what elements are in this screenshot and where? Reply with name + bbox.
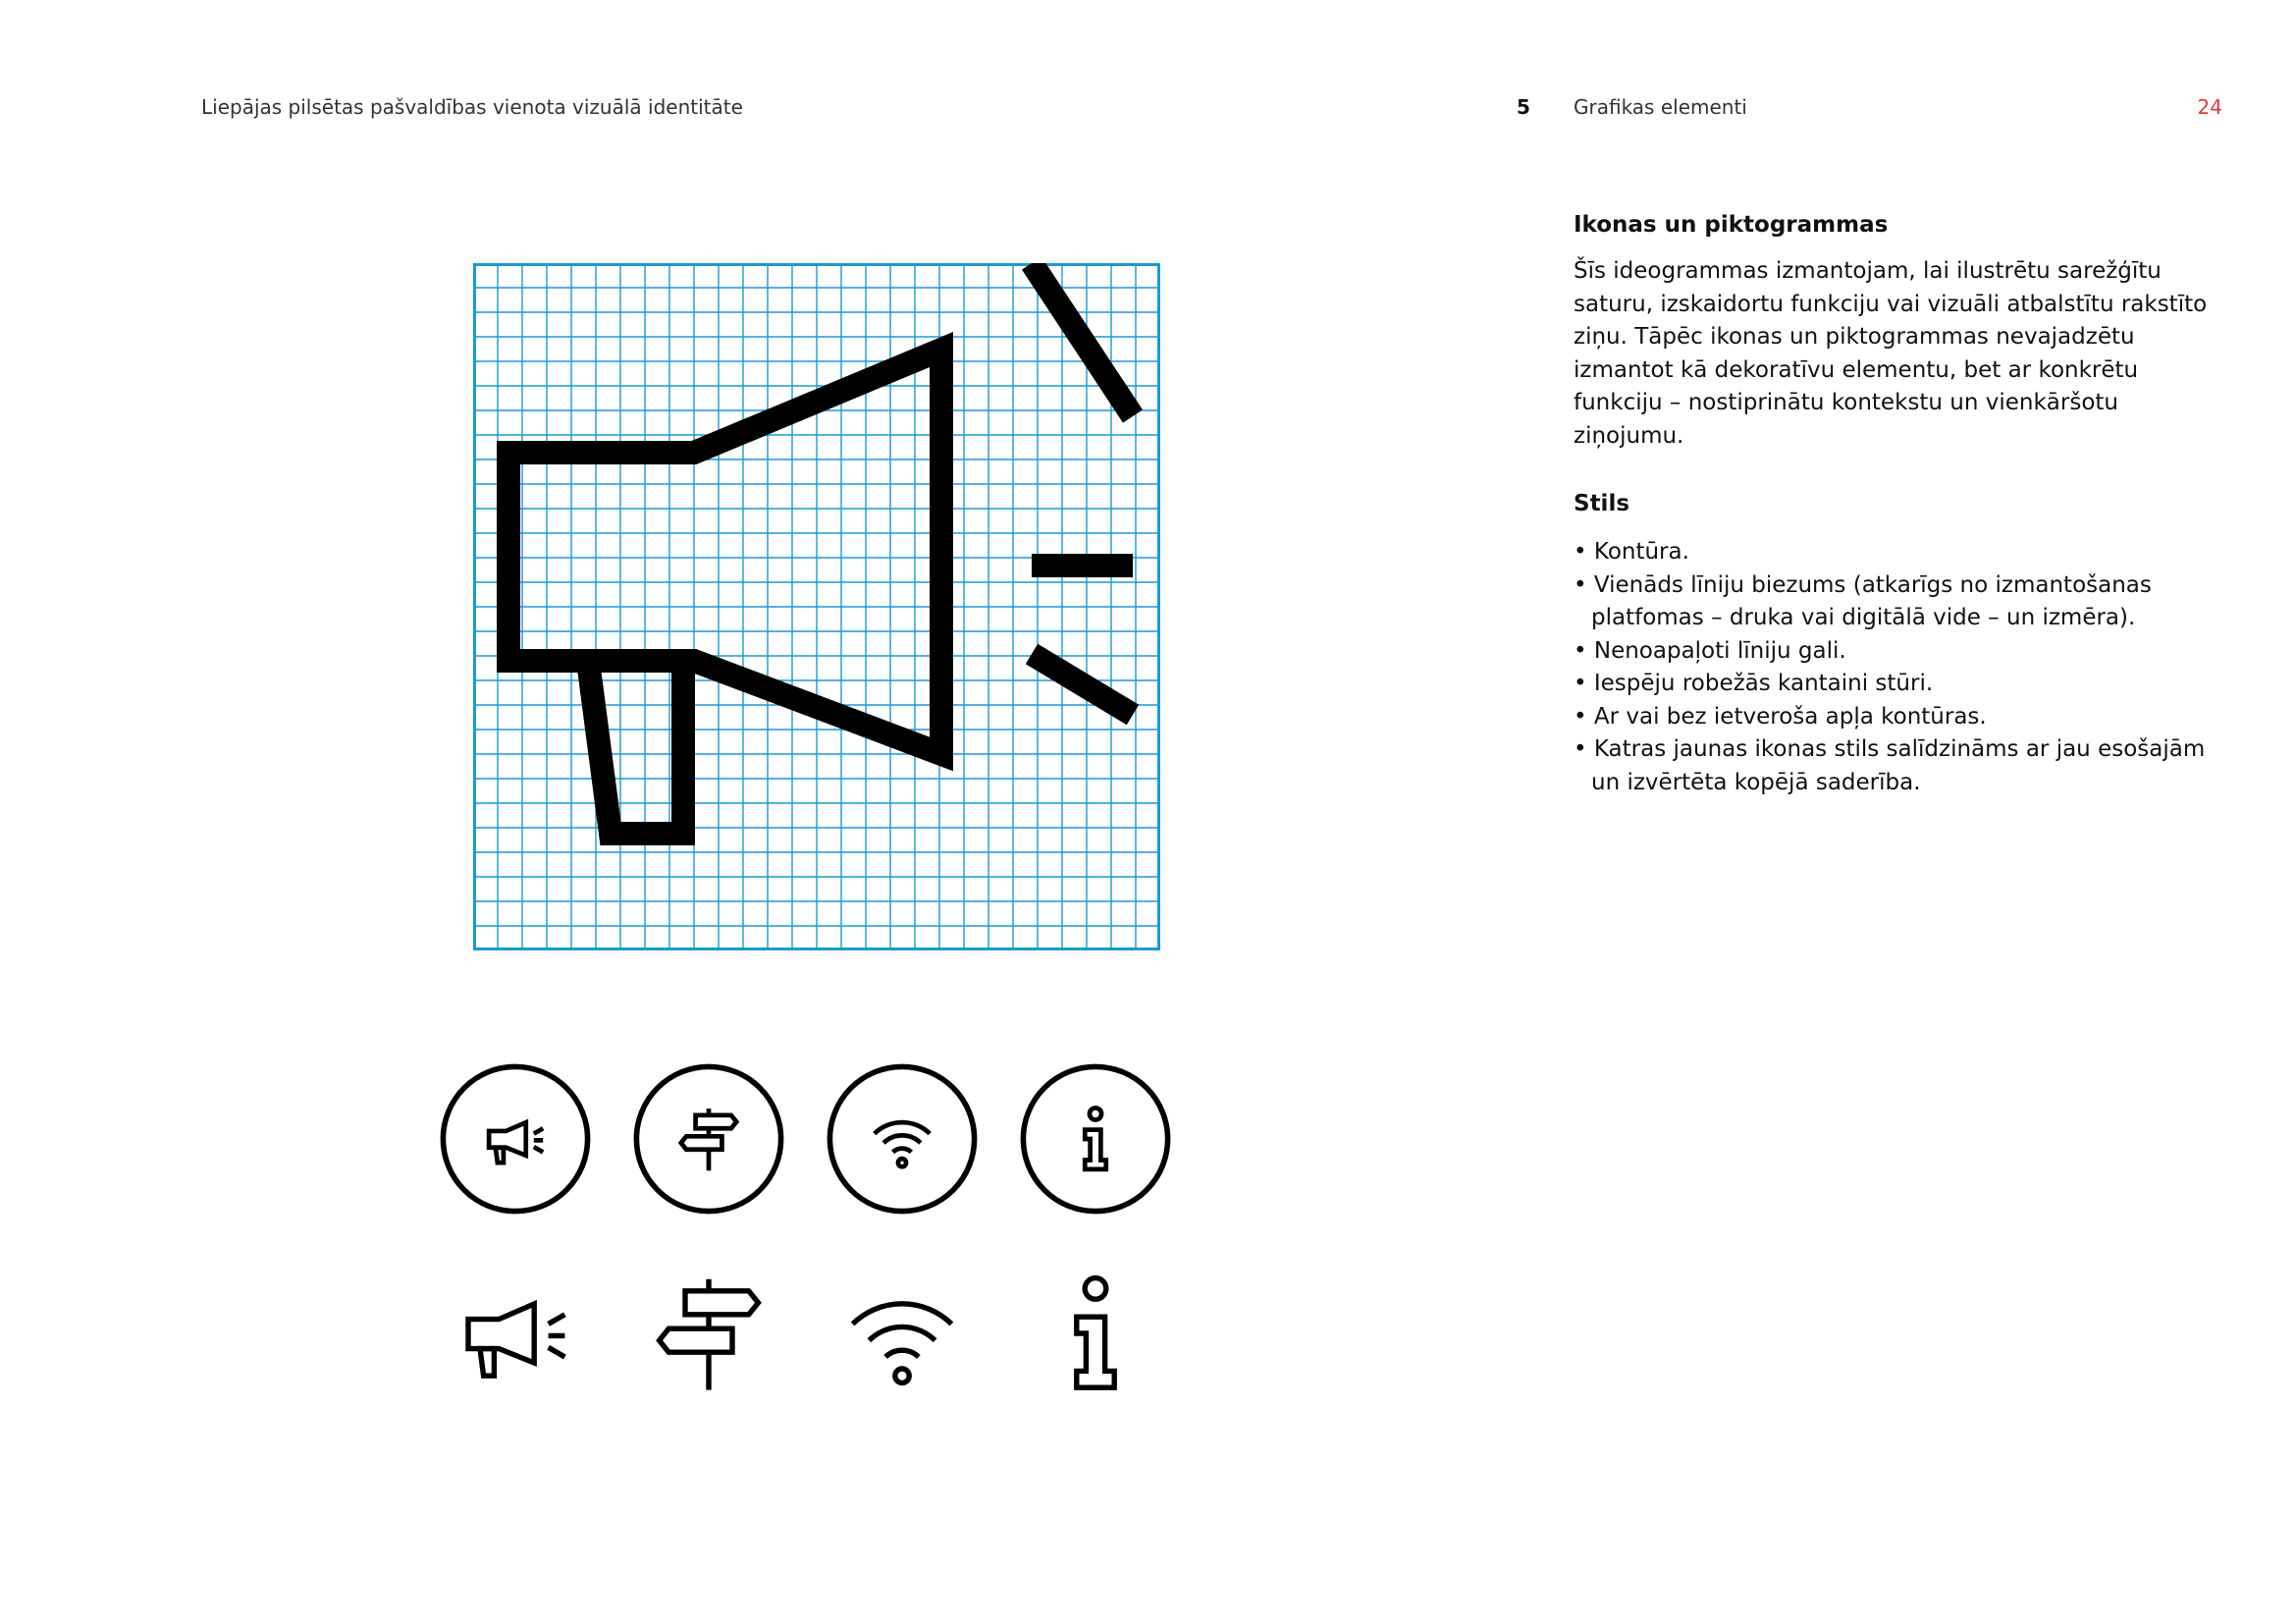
list-item: • Nenoapaļoti līniju gali. xyxy=(1574,637,1846,664)
list-item: • Katras jaunas ikonas stils salīdzināms ar jau esošajām un izvērtēta kopējā saderība. xyxy=(1574,736,2206,795)
megaphone-plain-icon xyxy=(456,1274,574,1392)
page-number: 24 xyxy=(2197,95,2222,119)
icon-construction-grid xyxy=(473,263,1160,950)
list-item: • Vienāds līniju biezums (atkarīgs no izmantošanas platfomas – druka vai digitālā vide – un izmēra). xyxy=(1574,571,2152,630)
info-badge-icon xyxy=(1017,1060,1174,1218)
list-item: • Kontūra. xyxy=(1574,539,1689,565)
list-item: • Ar vai bez ietveroša apļa kontūras. xyxy=(1574,703,1987,730)
section-title: Ikonas un piktogrammas xyxy=(1574,212,1889,238)
document-title: Liepājas pilsētas pašvaldības vienota vizuālā identitāte xyxy=(201,95,743,119)
info-plain-icon xyxy=(1037,1274,1154,1392)
signpost-plain-icon xyxy=(650,1274,768,1392)
wifi-badge-icon xyxy=(824,1060,981,1218)
style-title: Stils xyxy=(1574,491,1630,516)
signpost-badge-icon xyxy=(630,1060,787,1218)
text-column xyxy=(1574,208,2221,799)
section-paragraph: Šīs ideogrammas izmantojam, lai ilustrētu sarežģītu saturu, izskaidortu funkciju vai vizuāli atbalstītu rakstīto ziņu. Tāpēc ikonas un piktogrammas nevajadzētu izmantot kā dekoratīvu elementu, bet ar konkrētu funkciju – nostiprinātu kontekstu un vienkāršotu ziņojumu. xyxy=(1574,258,2208,449)
grid-lines xyxy=(473,263,1160,950)
wifi-plain-icon xyxy=(843,1274,961,1392)
megaphone-icon xyxy=(508,263,1133,834)
chapter-number: 5 xyxy=(1517,95,1530,119)
style-list xyxy=(1574,536,2221,799)
grid-svg xyxy=(473,263,1160,950)
megaphone-badge-icon xyxy=(437,1060,594,1218)
list-item: • Iespēju robežās kantaini stūri. xyxy=(1574,671,1934,696)
chapter-title: Grafikas elementi xyxy=(1574,95,1747,119)
